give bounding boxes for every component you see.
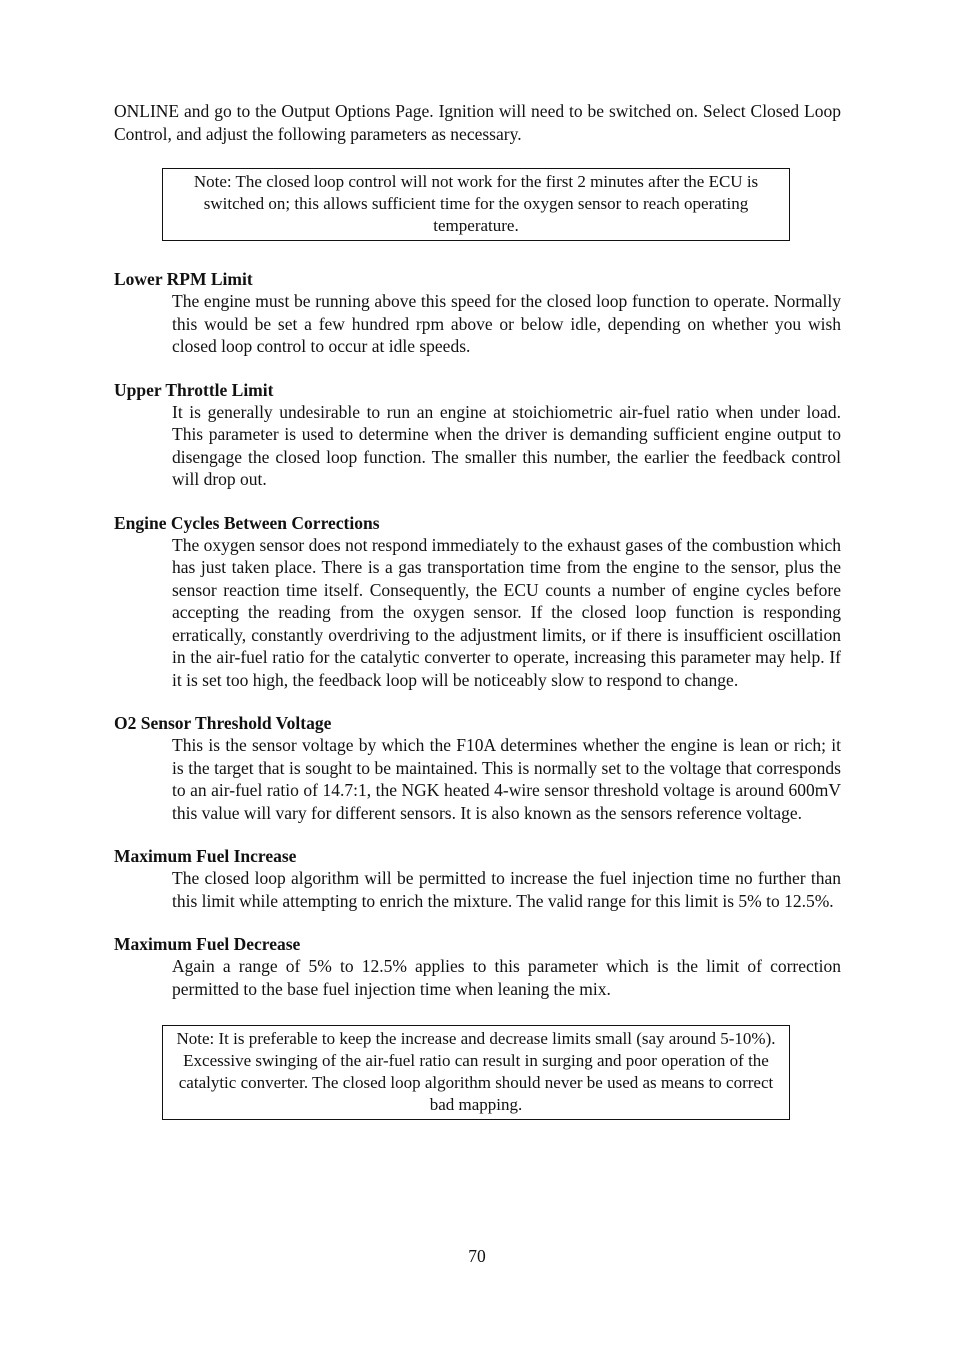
section-o2-sensor-threshold bbox=[114, 712, 841, 824]
section-heading: Upper Throttle Limit bbox=[114, 379, 274, 400]
section-body: The oxygen sensor does not respond immediately to the exhaust gases of the combustion which has just taken place. There is a gas transportation time from the engine to the sensor, plus the sensor reaction time itself. Consequently, the ECU counts a number of engine cycles before accepting the reading from the oxygen sensor. If the closed loop function is responding erratically, constantly overdriving to the adjustment limits, or if there is insufficient oscillation in the air-fuel ratio for the catalytic converter to operate, increasing this parameter may help. If it is set too high, the feedback loop will be noticeably slow to respond to change. bbox=[172, 534, 841, 690]
section-max-fuel-decrease bbox=[114, 933, 841, 1000]
section-body: This is the sensor voltage by which the F10A determines whether the engine is lean or rich; it is the target that is sought to be maintained. This is normally set to the voltage that corresponds to an air-fuel ratio of 14.7:1, the NGK heated 4-wire sensor threshold voltage is around 600mV this value will vary for different sensors. It is also known as the sensors reference voltage. bbox=[172, 735, 841, 823]
section-upper-throttle-limit bbox=[114, 379, 841, 491]
page-number: 70 bbox=[468, 1246, 486, 1266]
note-text: Note: The closed loop control will not work for the first 2 minutes after the ECU is switched on; this allows sufficient time for the oxygen sensor to reach operating temperature. bbox=[193, 172, 759, 235]
section-heading: Maximum Fuel Decrease bbox=[114, 934, 301, 954]
note-text: Note: It is preferable to keep the increase and decrease limits small (say around 5-10%). Excessive swinging of the air-fuel ratio can result in surging and poor operation of the catalytic converter. The closed loop algorithm should never be used as means to correct bad mapping. bbox=[176, 1029, 776, 1114]
note-box-limits bbox=[162, 1025, 790, 1120]
section-body: The engine must be running above this speed for the closed loop function to operate. Normally this would be set a few hundred rpm above or below idle, depending on whether you wish closed loop control to occur at idle speeds. bbox=[172, 291, 841, 356]
section-heading: O2 Sensor Threshold Voltage bbox=[114, 713, 332, 733]
section-body: Again a range of 5% to 12.5% applies to this parameter which is the limit of correction permitted to the base fuel injection time when leaning the mix. bbox=[172, 956, 841, 999]
document-page bbox=[114, 100, 841, 1120]
section-body: The closed loop algorithm will be permitted to increase the fuel injection time no further than this limit while attempting to enrich the mixture. The valid range for this limit is 5% to 12.5%. bbox=[172, 868, 841, 911]
section-body: It is generally undesirable to run an engine at stoichiometric air-fuel ratio when under load. This parameter is used to determine when the driver is demanding sufficient engine output to disengage the closed loop function. The smaller this number, the earlier the feedback control will drop out. bbox=[172, 401, 841, 489]
section-heading: Engine Cycles Between Corrections bbox=[114, 512, 380, 533]
section-lower-rpm-limit bbox=[114, 268, 841, 358]
section-max-fuel-increase bbox=[114, 845, 841, 912]
note-box-startup bbox=[162, 168, 790, 241]
section-heading: Lower RPM Limit bbox=[114, 269, 253, 289]
section-engine-cycles bbox=[114, 512, 841, 692]
section-heading: Maximum Fuel Increase bbox=[114, 846, 297, 866]
intro-paragraph: ONLINE and go to the Output Options Page. Ignition will need to be switched on. Select Closed Loop Control, and adjust the following parameters as necessary. bbox=[114, 101, 841, 144]
